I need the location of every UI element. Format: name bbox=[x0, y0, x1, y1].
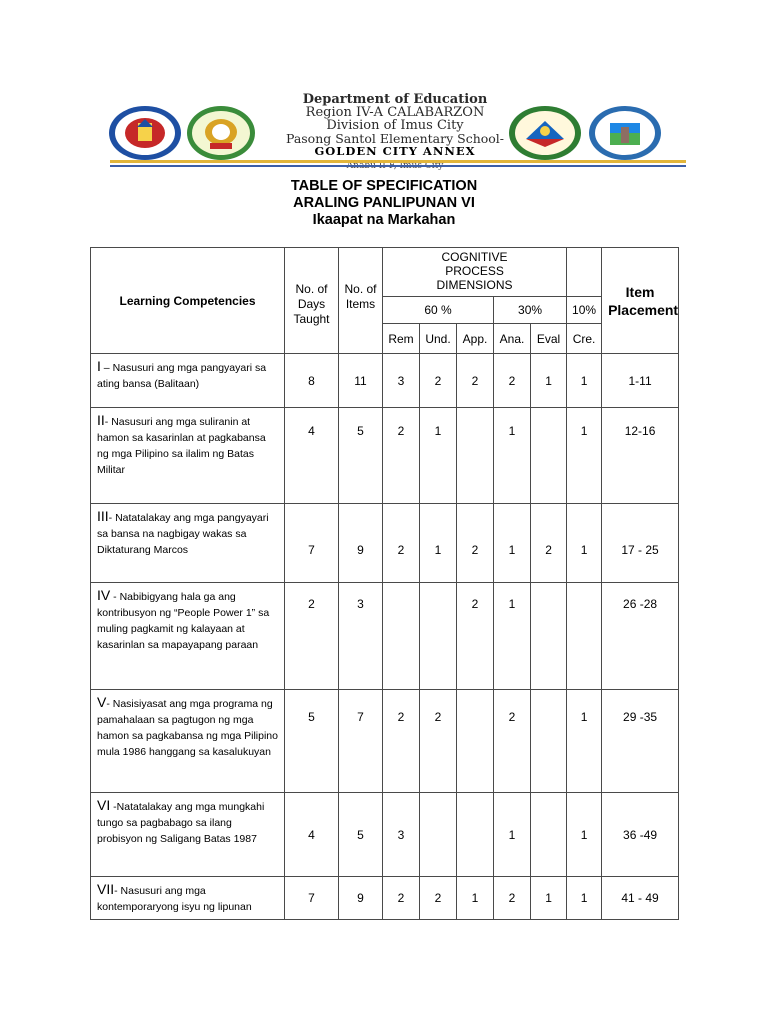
eval-cell bbox=[531, 583, 567, 690]
header-cognitive-text: COGNITIVE PROCESS DIMENSIONS bbox=[436, 250, 513, 292]
header-eval: Eval bbox=[531, 324, 567, 354]
header-ana: Ana. bbox=[494, 324, 531, 354]
items-cell: 3 bbox=[339, 583, 383, 690]
cre-cell: 1 bbox=[567, 504, 602, 583]
header-items bbox=[339, 248, 383, 354]
days-cell: 5 bbox=[285, 690, 339, 793]
eval-cell: 2 bbox=[531, 504, 567, 583]
header-placement bbox=[602, 248, 679, 354]
school-name: Pasong Santol Elementary School- bbox=[285, 131, 505, 146]
cre-cell: 1 bbox=[567, 408, 602, 504]
table-row bbox=[91, 690, 679, 793]
days-cell: 8 bbox=[285, 354, 339, 408]
ana-cell: 1 bbox=[494, 793, 531, 877]
annex-name: GOLDEN CITY ANNEX bbox=[314, 144, 476, 158]
days-cell: 4 bbox=[285, 793, 339, 877]
header-placement-text: Item Placement bbox=[608, 283, 679, 318]
region-name: Region IV-A CALABARZON bbox=[305, 105, 485, 120]
competency-cell bbox=[91, 583, 285, 690]
rem-cell: 2 bbox=[383, 877, 420, 920]
und-cell: 2 bbox=[420, 354, 457, 408]
placement-cell: 41 - 49 bbox=[602, 877, 679, 920]
cre-cell: 1 bbox=[567, 793, 602, 877]
placement-cell: 1-11 bbox=[602, 354, 679, 408]
rem-cell: 2 bbox=[383, 408, 420, 504]
roman-numeral: II bbox=[97, 412, 105, 428]
ana-cell: 2 bbox=[494, 354, 531, 408]
items-cell: 5 bbox=[339, 793, 383, 877]
competency-cell bbox=[91, 408, 285, 504]
competency-cell bbox=[91, 504, 285, 583]
header-competencies: Learning Competencies bbox=[91, 248, 285, 354]
competency-cell bbox=[91, 690, 285, 793]
department-name: Department of Education bbox=[302, 92, 488, 107]
header-pct10: 10% bbox=[567, 297, 602, 324]
header-days bbox=[285, 248, 339, 354]
days-cell: 2 bbox=[285, 583, 339, 690]
cre-cell: 1 bbox=[567, 354, 602, 408]
deped-seal-icon bbox=[108, 105, 182, 161]
header-items-text: No. of Items bbox=[344, 282, 377, 311]
eval-cell bbox=[531, 690, 567, 793]
days-cell: 7 bbox=[285, 504, 339, 583]
header-cognitive bbox=[383, 248, 567, 297]
header-pct60: 60 % bbox=[383, 297, 494, 324]
header-days-text: No. of Days Taught bbox=[293, 282, 330, 326]
ana-cell: 1 bbox=[494, 583, 531, 690]
header-pct30: 30% bbox=[494, 297, 567, 324]
competency-cell bbox=[91, 793, 285, 877]
header-rule-blue bbox=[110, 165, 686, 167]
items-cell: 7 bbox=[339, 690, 383, 793]
und-cell: 1 bbox=[420, 504, 457, 583]
roman-numeral: VII bbox=[97, 881, 115, 897]
placement-cell: 29 -35 bbox=[602, 690, 679, 793]
header-blank bbox=[567, 248, 602, 297]
competency-text: - Nasusuri ang mga kontemporaryong isyu ng lipunan bbox=[97, 885, 252, 913]
title-line-3: Ikaapat na Markahan bbox=[312, 212, 456, 228]
division-name: Division of Imus City bbox=[326, 118, 464, 133]
competency-text: - Nasusuri ang mga suliranin at hamon sa kasarinlan at pagkabansa ng mga Pilipino sa ilalim ng Batas Militar bbox=[97, 416, 266, 476]
roman-numeral: IV bbox=[97, 587, 111, 603]
app-cell bbox=[457, 793, 494, 877]
app-cell: 2 bbox=[457, 583, 494, 690]
title-line-2: ARALING PANLIPUNAN VI bbox=[293, 195, 475, 211]
items-cell: 9 bbox=[339, 504, 383, 583]
cre-cell bbox=[567, 583, 602, 690]
placement-cell: 36 -49 bbox=[602, 793, 679, 877]
app-cell bbox=[457, 408, 494, 504]
ana-cell: 2 bbox=[494, 877, 531, 920]
app-cell: 2 bbox=[457, 504, 494, 583]
items-cell: 5 bbox=[339, 408, 383, 504]
days-cell: 4 bbox=[285, 408, 339, 504]
items-cell: 9 bbox=[339, 877, 383, 920]
school-seal-icon bbox=[186, 105, 256, 161]
division-seal-icon bbox=[588, 105, 662, 161]
placement-cell: 12-16 bbox=[602, 408, 679, 504]
table-row bbox=[91, 408, 679, 504]
und-cell bbox=[420, 583, 457, 690]
rem-cell bbox=[383, 583, 420, 690]
table-row bbox=[91, 583, 679, 690]
eval-cell: 1 bbox=[531, 877, 567, 920]
und-cell bbox=[420, 793, 457, 877]
rem-cell: 3 bbox=[383, 793, 420, 877]
rem-cell: 2 bbox=[383, 690, 420, 793]
roman-numeral: III bbox=[97, 508, 109, 524]
title-line-1: TABLE OF SPECIFICATION bbox=[290, 178, 478, 194]
table-row bbox=[91, 877, 679, 920]
placement-cell: 26 -28 bbox=[602, 583, 679, 690]
eval-cell bbox=[531, 793, 567, 877]
eval-cell: 1 bbox=[531, 354, 567, 408]
competency-text: - Natatalakay ang mga pangyayari sa bansa na nagbigay wakas sa Diktaturang Marcos bbox=[97, 512, 269, 556]
und-cell: 1 bbox=[420, 408, 457, 504]
days-cell: 7 bbox=[285, 877, 339, 920]
competency-text: – Nasusuri ang mga pangyayari sa ating bansa (Balitaan) bbox=[97, 362, 267, 390]
table-row bbox=[91, 354, 679, 408]
competency-cell bbox=[91, 877, 285, 920]
items-cell: 11 bbox=[339, 354, 383, 408]
competency-cell bbox=[91, 354, 285, 408]
header-und: Und. bbox=[420, 324, 457, 354]
ana-cell: 1 bbox=[494, 408, 531, 504]
roman-numeral: VI bbox=[97, 797, 111, 813]
roman-numeral: V bbox=[97, 694, 107, 710]
ana-cell: 2 bbox=[494, 690, 531, 793]
roman-numeral: I bbox=[97, 358, 101, 374]
competency-text: - Nasisiyasat ang mga programa ng pamahalaan sa pagtugon ng mga hamon sa pagkabansa ng mga Pilipino mula 1986 hanggang sa kasalukuyan bbox=[97, 698, 278, 758]
rem-cell: 3 bbox=[383, 354, 420, 408]
cre-cell: 1 bbox=[567, 690, 602, 793]
header-rem: Rem bbox=[383, 324, 420, 354]
header-cre: Cre. bbox=[567, 324, 602, 354]
table-row bbox=[91, 504, 679, 583]
app-cell: 1 bbox=[457, 877, 494, 920]
app-cell: 2 bbox=[457, 354, 494, 408]
ana-cell: 1 bbox=[494, 504, 531, 583]
eval-cell bbox=[531, 408, 567, 504]
specification-table bbox=[90, 247, 679, 920]
table-row bbox=[91, 793, 679, 877]
letterhead bbox=[0, 85, 768, 165]
header-app: App. bbox=[457, 324, 494, 354]
competency-text: -Natatalakay ang mga mungkahi tungo sa pagbabago sa ilang probisyon ng Saligang Batas 1987 bbox=[97, 801, 265, 845]
app-cell bbox=[457, 690, 494, 793]
rem-cell: 2 bbox=[383, 504, 420, 583]
und-cell: 2 bbox=[420, 877, 457, 920]
header-rule-gold bbox=[110, 160, 686, 163]
document-title-block bbox=[0, 178, 768, 229]
und-cell: 2 bbox=[420, 690, 457, 793]
city-seal-icon bbox=[508, 105, 582, 161]
competency-text: - Nabibigyang hala ga ang kontribusyon ng “People Power 1” sa muling pagkamit ng kalayaan at kasarinlan sa mapayapang paraan bbox=[97, 591, 270, 651]
placement-cell: 17 - 25 bbox=[602, 504, 679, 583]
header-row-1 bbox=[91, 248, 679, 297]
cre-cell: 1 bbox=[567, 877, 602, 920]
